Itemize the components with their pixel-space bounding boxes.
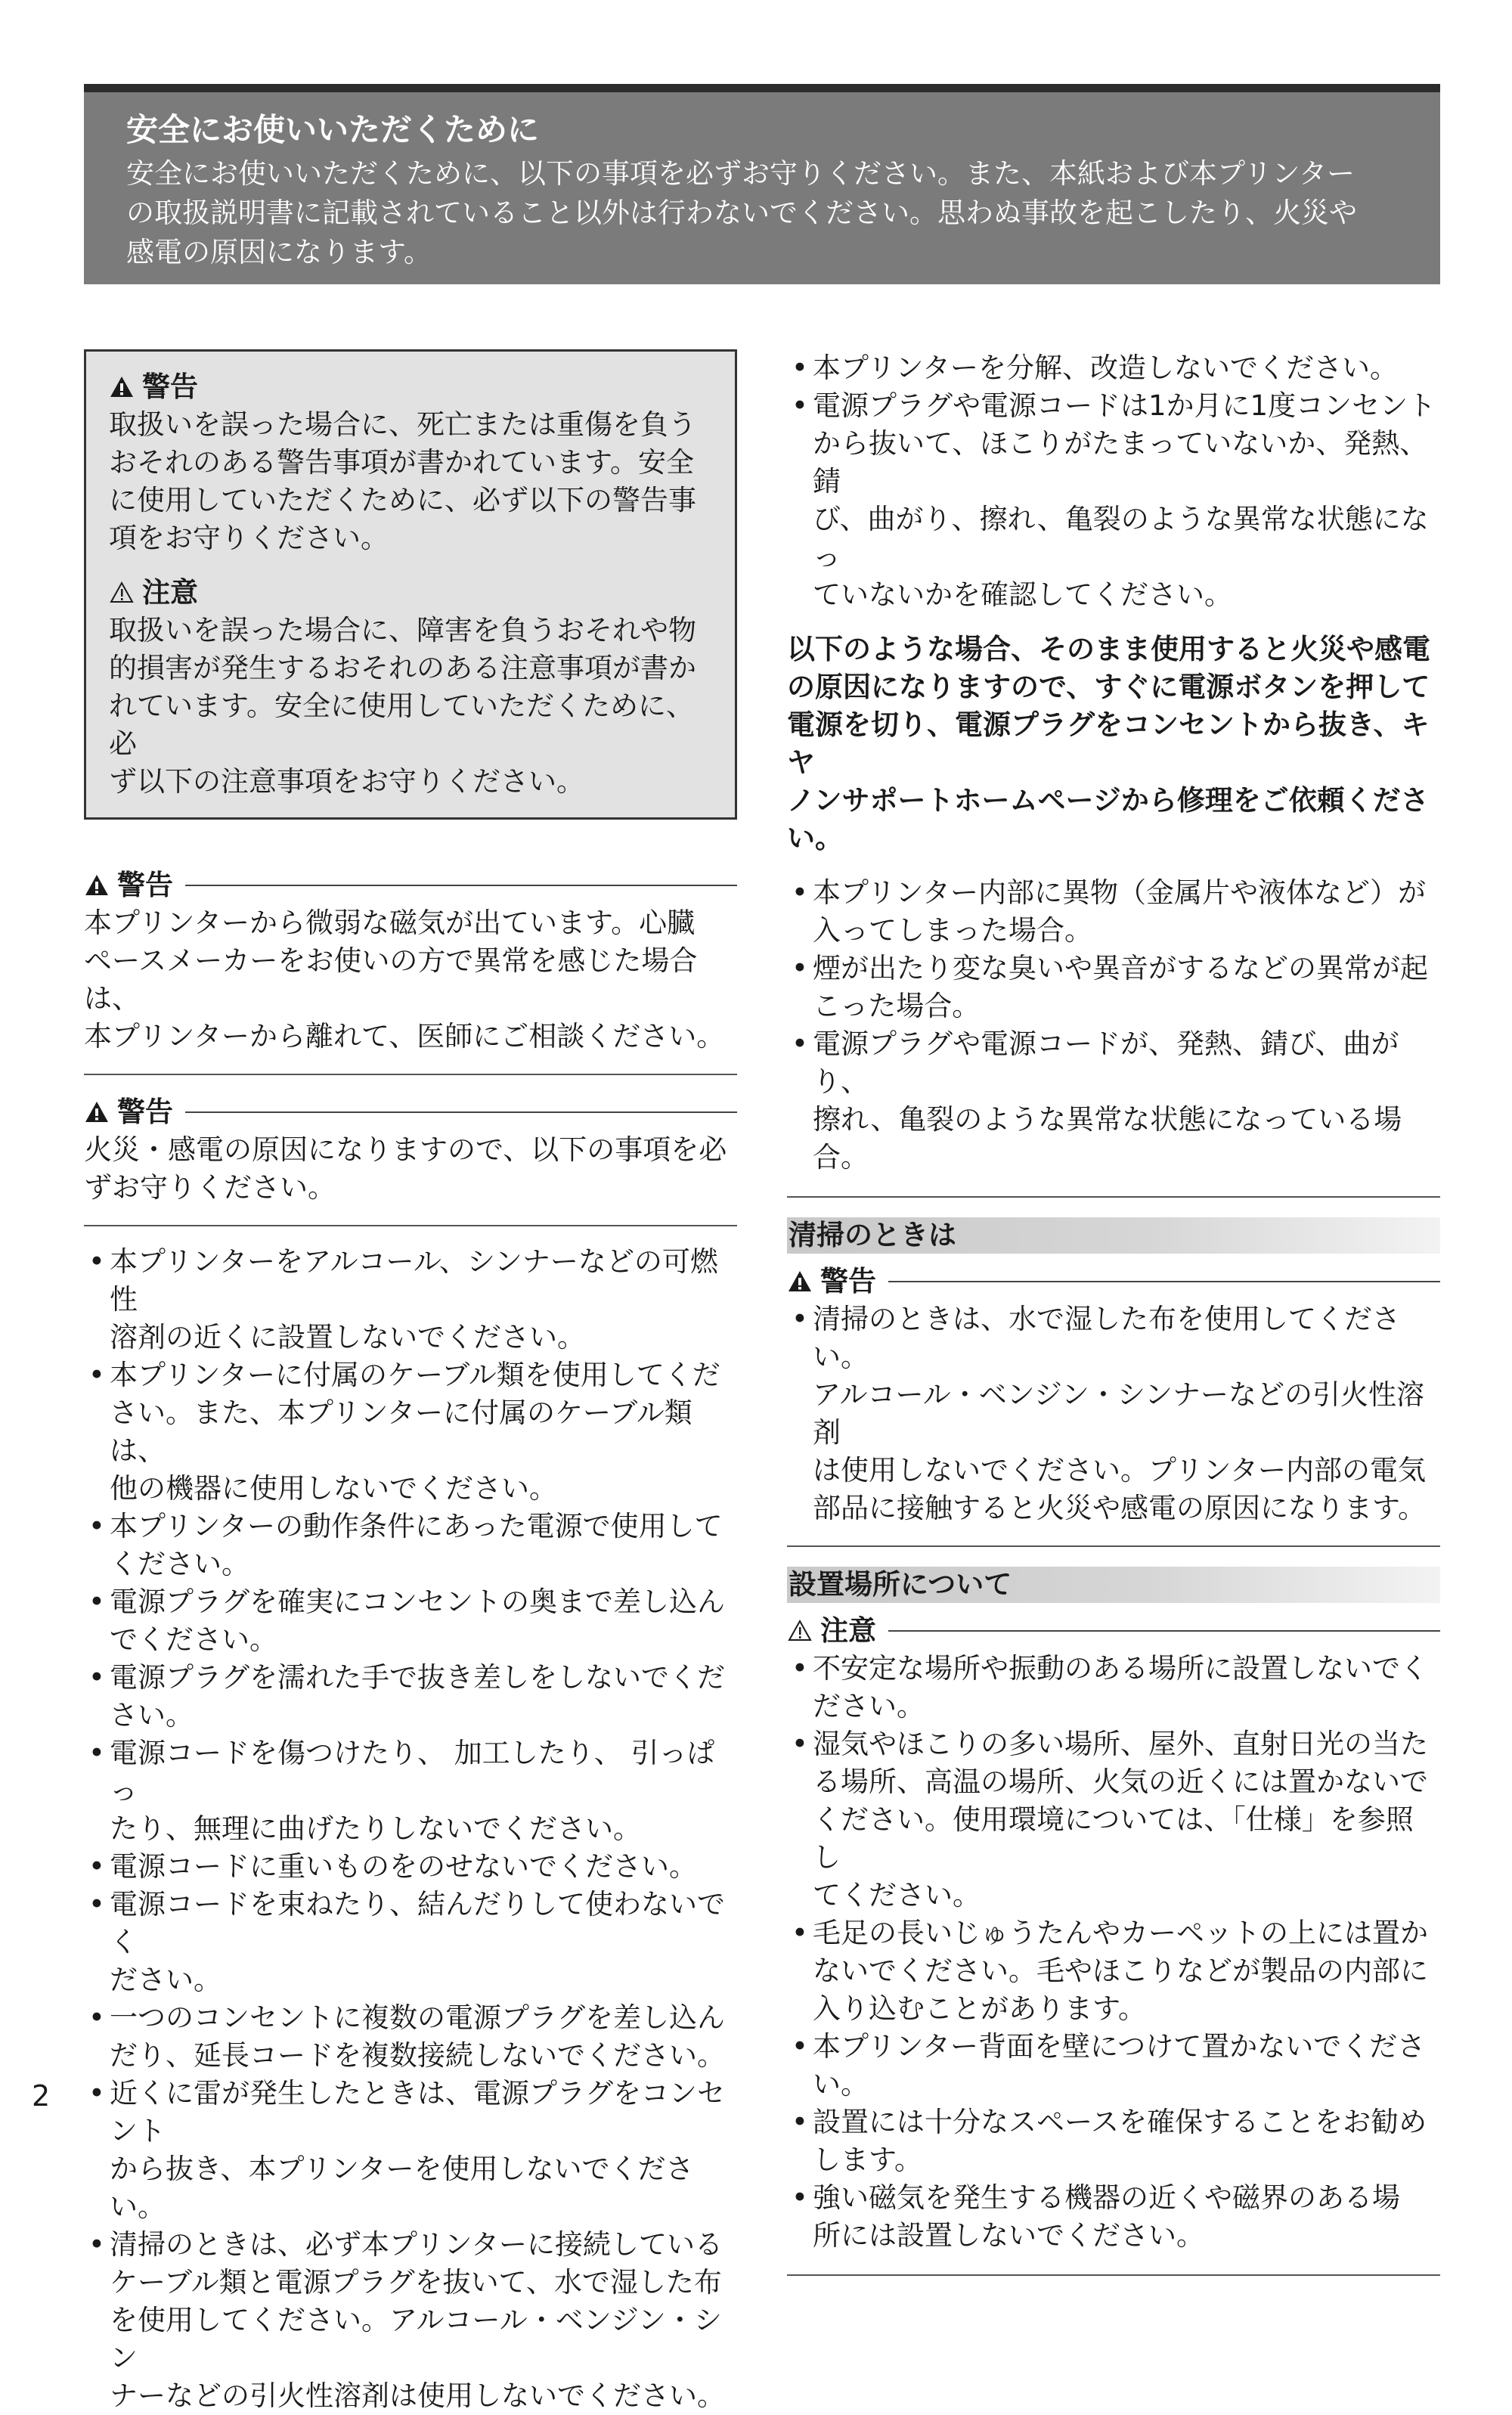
list-item: • 一つのコンセントに複数の電源プラグを差し込ん だり、延長コードを複数接続しないでください。 [84, 1999, 737, 2075]
cleaning-list [787, 1301, 1440, 1527]
legend-warning-line: おそれのある警告事項が書かれています。安全 [109, 446, 695, 479]
list-item: • 電源プラグを確実にコンセントの奥まで差し込ん でください。 [84, 1583, 737, 1659]
list-item: • 電源プラグや電源コードは1か月に1度コンセント から抜いて、ほこりがたまっていないか、発熱、錆 び、曲がり、擦れ、亀裂のような異常な状態になっ ていないかを確認してください。 [787, 387, 1440, 614]
list-item: • 清掃のときは、水で湿した布を使用してください。 アルコール・ベンジン・シンナーなどの引火性溶剤 は使用しないでください。プリンター内部の電気 部品に接触すると火災や感電の原因になります。 [787, 1301, 1440, 1527]
text-line: 本プリンターから微弱な磁気が出ています。心臓 [84, 907, 696, 939]
magnetic-warning-heading [84, 866, 737, 904]
text-line: 本プリンターから離れて、医師にご相談ください。 [84, 1020, 725, 1052]
symbol-legend-box [84, 349, 737, 820]
list-item: • 本プリンター内部に異物（金属片や液体など）が 入ってしまった場合。 [787, 874, 1440, 950]
warning-label: 警告 [820, 1265, 876, 1297]
list-item: • 設置には十分なスペースを確保することをお勧め します。 [787, 2103, 1440, 2179]
legend-warning-label: 警告 [142, 370, 198, 403]
list-item: • 清掃のときは、必ず本プリンターに接続している ケーブル類と電源プラグを抜いて、水で湿した布 を使用してください。アルコール・ベンジン・シン ナーなどの引火性溶剤は使用しないでください。 [84, 2226, 737, 2415]
page-number: 2 [32, 2079, 51, 2113]
magnetic-warning-text [84, 904, 737, 1056]
list-item: • 本プリンターに付属のケーブル類を使用してくだ さい。また、本プリンターに付属のケーブル類は、 他の機器に使用しないでください。 [84, 1356, 737, 1508]
list-item: • 湿気やほこりの多い場所、屋外、直射日光の当た る場所、高温の場所、火気の近くには置かないで ください。使用環境については、「仕様」を参照し てください。 [787, 1725, 1440, 1914]
list-item: • 電源コードを傷つけたり、 加工したり、 引っぱっ たり、無理に曲げたりしないでください。 [84, 1735, 737, 1848]
list-item: • 近くに雷が発生したときは、電源プラグをコンセント から抜き、本プリンターを使用しないでください。 [84, 2075, 737, 2226]
list-item: • 本プリンターの動作条件にあった電源で使用して ください。 [84, 1508, 737, 1583]
fire-warning-heading [84, 1093, 737, 1131]
text-line: ノンサポートホームページから修理をご依頼くださ [787, 784, 1429, 817]
warning-icon [84, 873, 110, 898]
warning-label: 警告 [117, 1096, 173, 1128]
warning-icon [787, 1269, 813, 1294]
caution-icon [787, 1618, 813, 1644]
legend-caution-heading [109, 574, 712, 612]
legend-warning-line: 取扱いを誤った場合に、死亡または重傷を負う [109, 408, 696, 441]
list-item: • 不安定な場所や振動のある場所に設置しないでく ださい。 [787, 1650, 1440, 1725]
legend-caution-line: ず以下の注意事項をお守りください。 [109, 765, 584, 798]
fire-warning-list [84, 1243, 737, 2415]
legend-warning-line: に使用していただくために、必ず以下の警告事 [109, 484, 696, 516]
text-line: 以下のような場合、そのまま使用すると火災や感電 [787, 633, 1430, 665]
safety-header [84, 92, 1440, 284]
list-item: • 本プリンターを分解、改造しないでください。 [787, 349, 1440, 387]
location-caution-heading [787, 1612, 1440, 1650]
header-top-rule [84, 84, 1440, 92]
legend-caution-line: 取扱いを誤った場合に、障害を負うおそれや物 [109, 614, 696, 646]
warning-label: 警告 [117, 869, 173, 901]
text-line: 火災・感電の原因になりますので、以下の事項を必 [84, 1133, 727, 1166]
header-intro [126, 154, 1398, 272]
list-item: • 煙が出たり変な臭いや異音がするなどの異常が起 こった場合。 [787, 950, 1440, 1025]
caution-label: 注意 [820, 1614, 876, 1647]
list-item: • 電源プラグを濡れた手で抜き差しをしないでくだ さい。 [84, 1659, 737, 1735]
legend-caution-line: れています。安全に使用していただくために、必 [109, 690, 695, 760]
text-line: の原因になりますので、すぐに電源ボタンを押して [787, 671, 1430, 703]
text-line: ペースメーカーをお使いの方で異常を感じた場合は、 [84, 944, 698, 1015]
text-line: ずお守りください。 [84, 1171, 336, 1204]
cleaning-section-heading: 清掃のときは [787, 1217, 1440, 1254]
warning-icon [84, 1099, 110, 1125]
location-list [787, 1650, 1440, 2255]
text-line: 電源を切り、電源プラグをコンセントから抜き、キヤ [787, 708, 1430, 779]
list-item: • 本プリンター背面を壁につけて置かないでください。 [787, 2028, 1440, 2103]
legend-warning-heading [109, 368, 712, 406]
general-warning-list [787, 349, 1440, 614]
legend-warning-text [109, 406, 712, 557]
warning-icon [109, 374, 135, 400]
list-item: • 電源プラグや電源コードが、発熱、錆び、曲がり、 擦れ、亀裂のような異常な状態になっている場 合。 [787, 1025, 1440, 1176]
cleaning-warning-heading [787, 1263, 1440, 1301]
right-column [787, 349, 1440, 2276]
legend-warning-line: 項をお守りください。 [109, 522, 389, 554]
emergency-instructions [787, 631, 1440, 857]
legend-caution-label: 注意 [142, 576, 198, 609]
page-title: 安全にお使いいただくために [126, 111, 540, 148]
list-item: • 電源コードを束ねたり、結んだりして使わないでく ださい。 [84, 1886, 737, 1999]
list-item: • 毛足の長いじゅうたんやカーペットの上には置か ないでください。毛やほこりなどが製品の内部に 入り込むことがあります。 [787, 1914, 1440, 2028]
left-column [84, 349, 737, 2415]
header-intro-line: 安全にお使いいただくために、以下の事項を必ずお守りください。また、本紙および本プリンター [126, 157, 1356, 190]
list-item: • 本プリンターをアルコール、シンナーなどの可燃性 溶剤の近くに設置しないでください。 [84, 1243, 737, 1356]
fire-warning-text [84, 1131, 737, 1207]
text-line: い。 [787, 822, 843, 854]
list-item: • 強い磁気を発生する機器の近くや磁界のある場 所には設置しないでください。 [787, 2179, 1440, 2255]
header-intro-line: の取扱説明書に記載されていること以外は行わないでください。思わぬ事故を起こしたり、火災や [126, 197, 1357, 229]
abnormal-cases-list [787, 874, 1440, 1176]
header-intro-line: 感電の原因になります。 [126, 236, 432, 268]
section-divider [787, 2274, 1440, 2276]
list-item: • 電源コードに重いものをのせないでください。 [84, 1848, 737, 1886]
location-section-heading: 設置場所について [787, 1567, 1440, 1603]
legend-caution-line: 的損害が発生するおそれのある注意事項が書か [109, 652, 696, 684]
legend-caution-text [109, 612, 712, 801]
caution-icon [109, 580, 135, 606]
